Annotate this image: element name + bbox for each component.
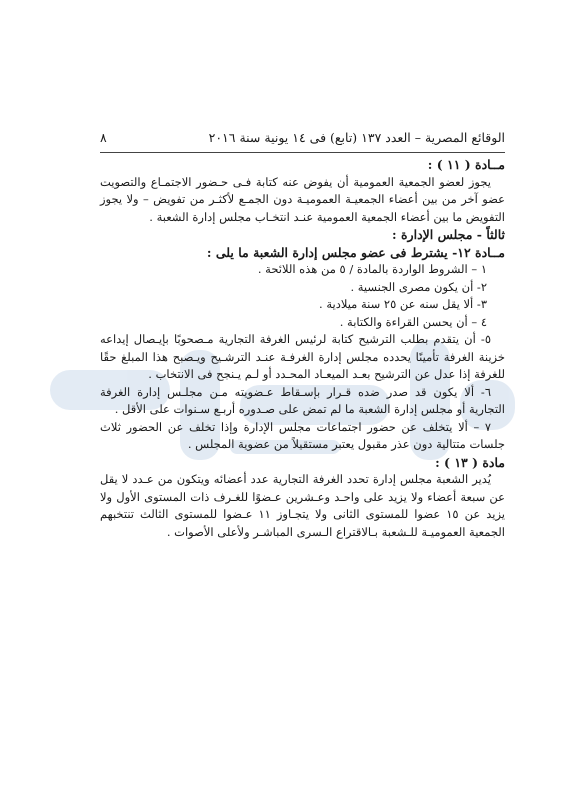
article-13-text: يُدير الشعبة مجلس إدارة تحدد الغرفة التجارية عدد أعضائه ويتكون من عـدد لا يقل عن سبعة أعضاء ولا يزيد على واحـد وعـشرين عـضوًا للغـرف ذات المستوى الأول ولا يزيد عن ١٥ عضوا للمستوى الثانى ولا يتجـاوز ١١ عـضوا للمستوى الثالث تنتخبهم الجمعية العموميـة للـشعبة بـالاقتراع الـسرى المباشـر ولأعلى الأصوات .: [100, 472, 505, 539]
article-11-text: يجوز لعضو الجمعية العمومية أن يفوض عنه كتابة فـى حـضور الاجتمـاع والتصويت عضو آخر من بين أعضاء الجمعيـة العموميـة دون الجمـع لأكثـر من تفويض – ولا يجوز التفويض ما بين أعضاء الجمعية العمومية عنـد انتخـاب مجلس إدارة الشعبة .: [100, 174, 505, 224]
page-number: ٨: [100, 129, 107, 145]
article-12-heading: مــادة ١٢- يشترط فى عضو مجلس إدارة الشعبة ما يلى :: [206, 244, 505, 260]
list-item: ٣- ألا يقل سنه عن ٢٥ سنة ميلادية .: [319, 297, 487, 311]
header-title: الوقائع المصرية – العدد ١٣٧ (تابع) فى ١٤ يونية سنة ٢٠١٦: [208, 129, 505, 145]
list-item: ١ – الشروط الواردة بالمادة / ٥ من هذه اللائحة .: [257, 262, 487, 276]
list-item: ٦- ألا يكون قد صدر ضده قـرار بإسـقاط عـضويته مـن مجلـس إدارة الغرفة التجارية أو مجلس إدارة الشعبة ما لم تمض على صـدوره أربـع سـنوات على الأقل .: [100, 384, 505, 416]
list-item: ٢- أن يكون مصرى الجنسية .: [350, 279, 487, 294]
page-header: [100, 128, 505, 146]
section-3-heading: ثالثاً - مجلس الإدارة :: [392, 227, 505, 242]
list-item: ٥- أن يتقدم بطلب الترشيح كتابة لرئيس الغرفة التجارية مـصحوبًا بإيـصال إيداعه خزينة الغرفة تأمينًا يحدده مجلس إدارة الغرفـة عنـد الترشـيح ويـصبح هذا المبلغ حقًا للغرفة إذا عدل عن الترشيح بعـد الميعـاد المحـدد أو لـم يـنجح فى الانتخاب .: [100, 332, 505, 381]
header-rule: [100, 152, 505, 153]
article-13-heading: مادة ( ١٣ ) :: [435, 454, 505, 470]
article-11-heading: مــادة ( ١١ ) :: [427, 157, 505, 172]
list-item: ٧ – ألا يتخلف عن حضور اجتماعات مجلس الإدارة وإذا تخلف عن الحضور ثلاث جلسات متتالية دون عذر مقبول يعتبر مستقيلاً من عضوية المجلس .: [100, 419, 505, 451]
document-body: [100, 156, 505, 541]
list-item: ٤ – أن يحسن القراءة والكتابة .: [339, 314, 487, 329]
